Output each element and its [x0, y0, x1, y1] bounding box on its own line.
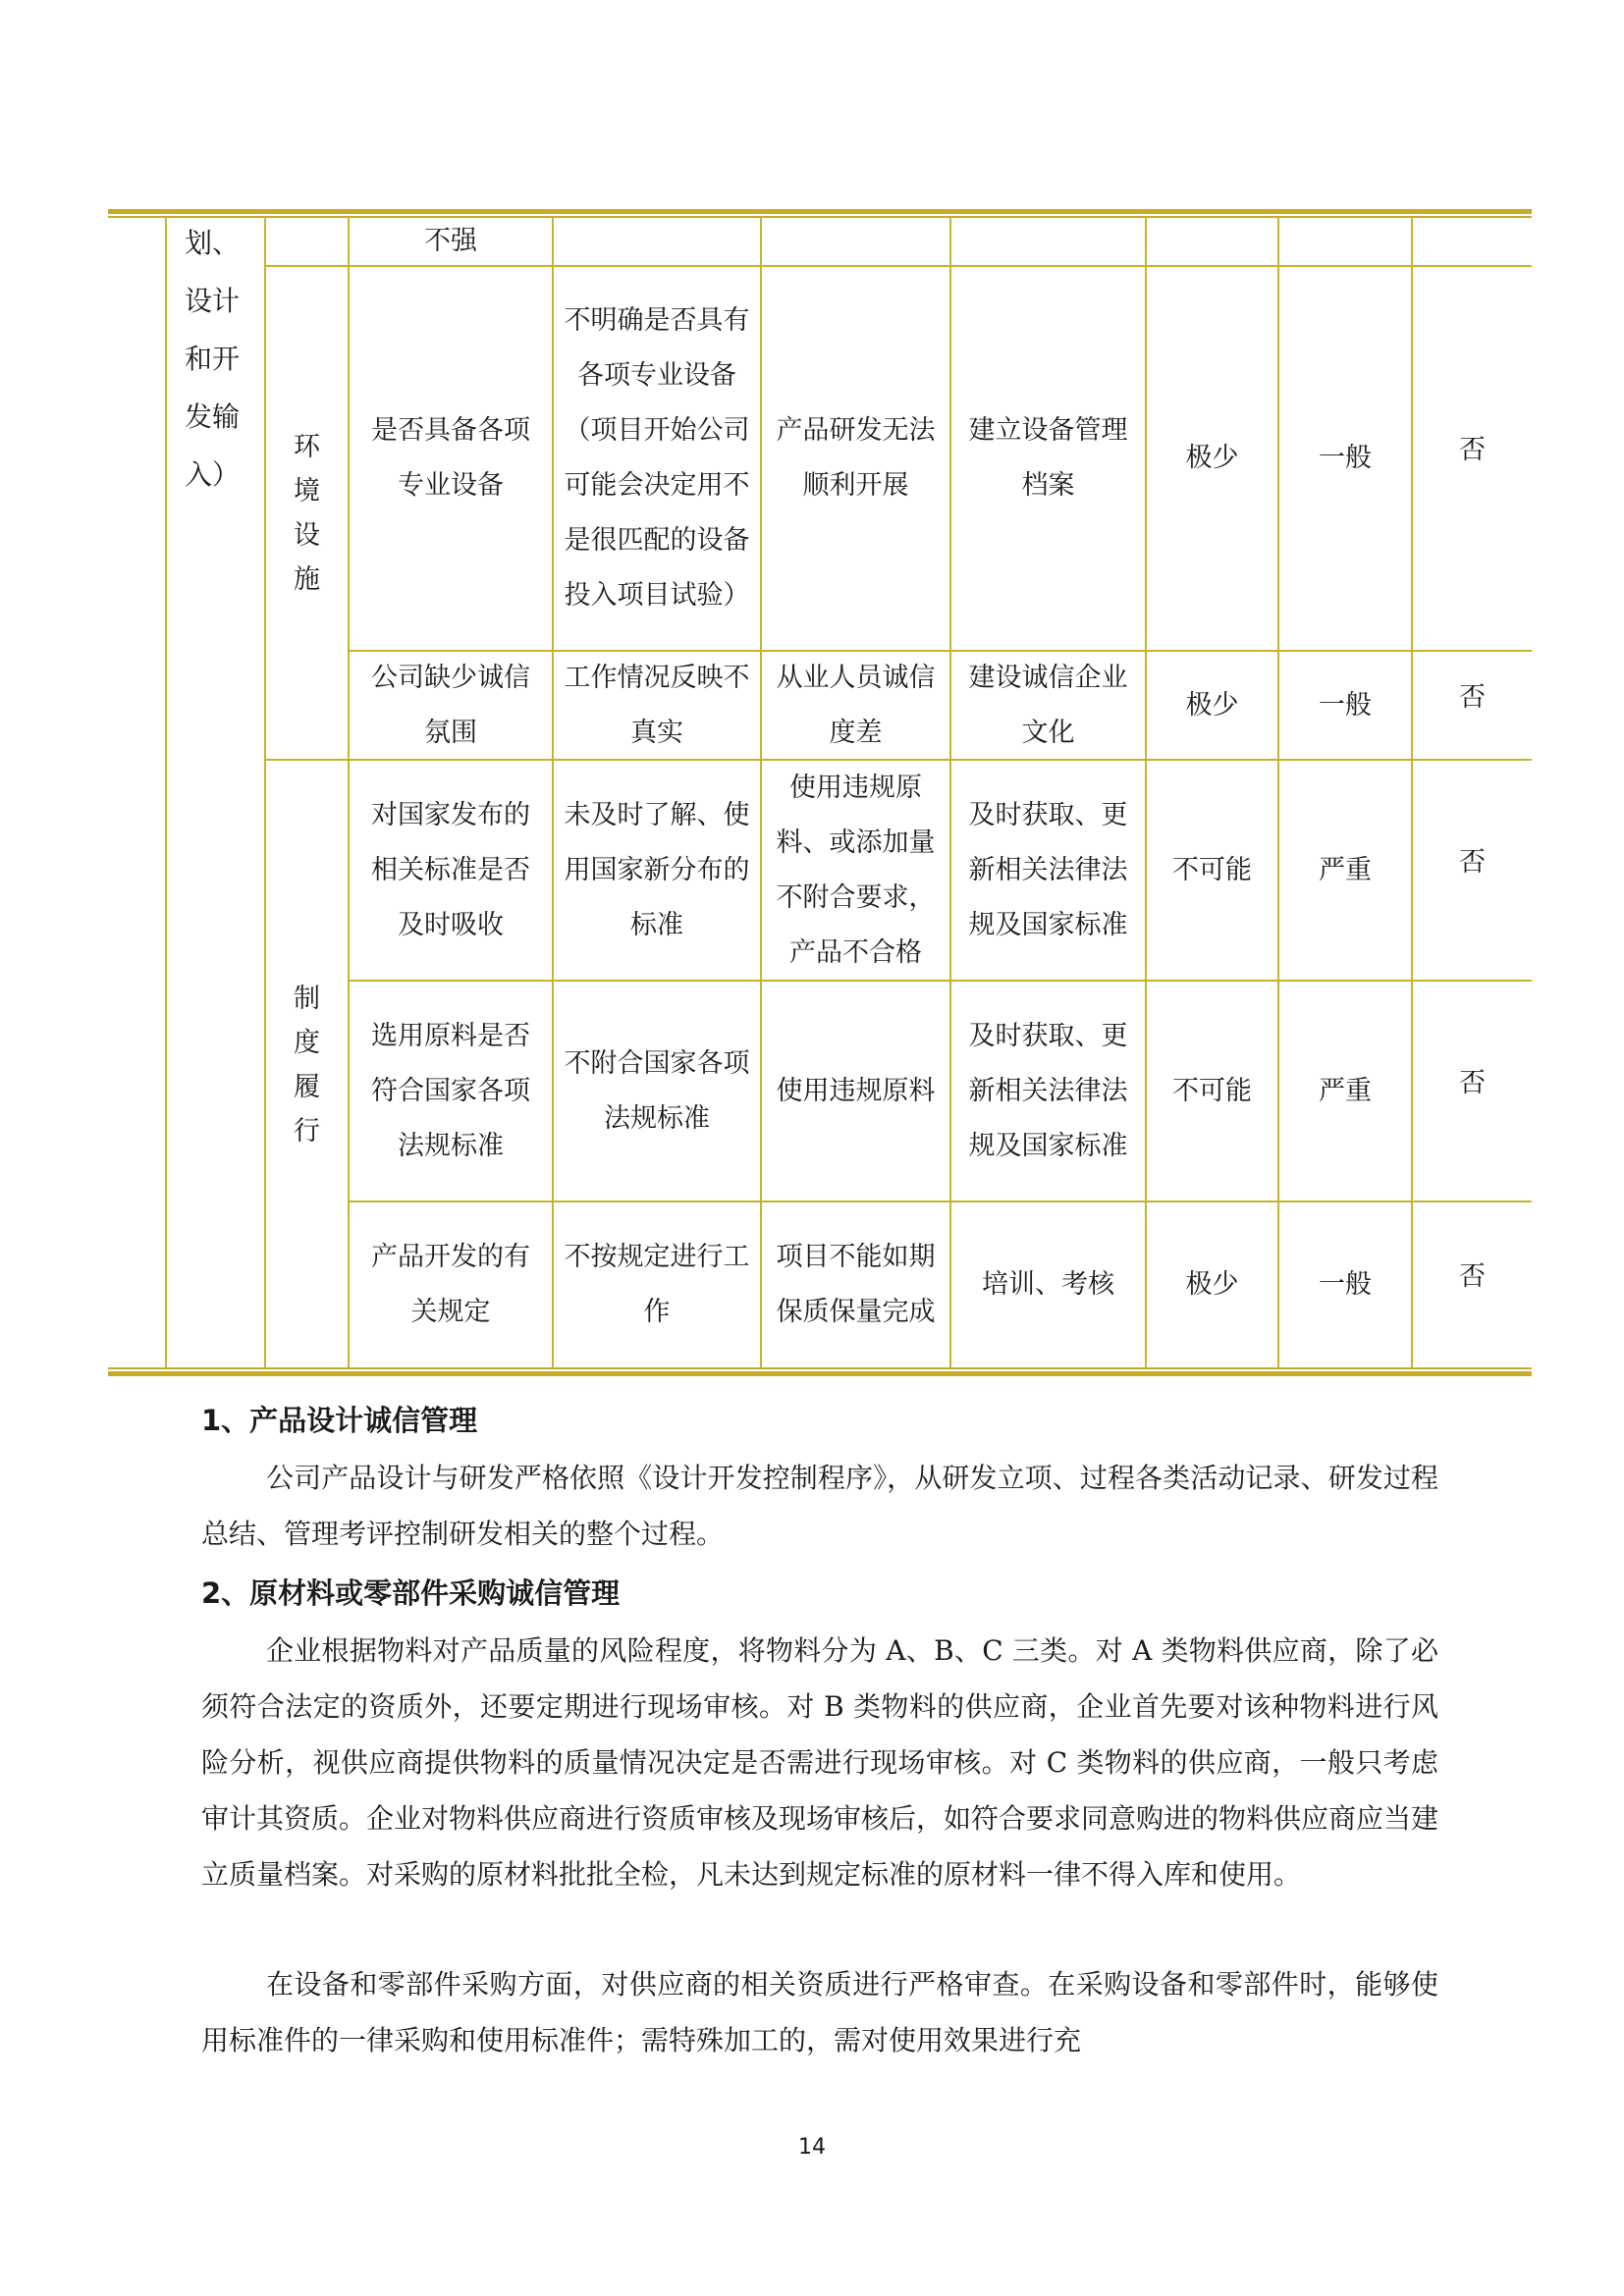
cell-text: 使用违规原料、或添加量不附合要求，产品不合格: [776, 772, 936, 968]
table-cell: [350, 1202, 552, 1367]
cell-text: 一般: [1319, 443, 1372, 473]
cell-text: 项目不能如期保质保量完成: [776, 1242, 936, 1327]
cell-text: 不可能: [1172, 1075, 1252, 1106]
table-cell: [762, 652, 949, 759]
table-cell: [554, 267, 760, 650]
table-cell: [951, 982, 1145, 1201]
table-cell: [1147, 652, 1277, 759]
cell-text: 否: [1459, 1067, 1486, 1098]
cell-text: 严重: [1319, 1075, 1372, 1106]
table-top-thick-rule: [108, 209, 1532, 214]
paragraph: 企业根据物料对产品质量的风险程度，将物料分为 A、B、C 三类。对 A 类物料供应商，除了必须符合法定的资质外，还要定期进行现场审核。对 B 类物料的供应商，企业首先要对该种物料进行风险分析，视供应商提供物料的质量情况决定是否需进行现场审核。对 C 类物料的供应商，一般只考虑审计其资质。企业对物料供应商进行资质审核及现场审核后，如符合要求同意购进的物料供应商应当建立质量档案。对采购的原材料批批全检，凡未达到规定标准的原材料一律不得入库和使用。: [201, 1634, 1439, 1891]
cell-text: 培训、考核: [982, 1269, 1114, 1300]
table-cell: [951, 1202, 1145, 1367]
table-cell: [951, 267, 1145, 650]
table-cell: [350, 761, 552, 980]
paragraph: 在设备和零部件采购方面，对供应商的相关资质进行严格审查。在采购设备和零部件时，能够使用标准件的一律采购和使用标准件；需特殊加工的，需对使用效果进行充: [201, 1968, 1438, 2056]
table-top-thin-rule: [108, 216, 1532, 218]
table-cell: [951, 652, 1145, 759]
table-cell: [1147, 267, 1277, 650]
cell-text: 严重: [1319, 854, 1372, 885]
cell-text: 从业人员诚信度差: [776, 662, 936, 748]
table-cell: [1147, 761, 1277, 980]
cell-text: 使用违规原料: [776, 1075, 936, 1106]
cell-text: 不附合国家各项法规标准: [564, 1047, 750, 1134]
table-cell: [762, 267, 949, 650]
category-label: 划、设计和开发输入）: [185, 227, 241, 491]
table-cell: [1279, 982, 1411, 1201]
cell-text: 建立设备管理档案: [968, 415, 1128, 501]
cell-text: 公司缺少诚信氛围: [371, 662, 530, 748]
cell-text: 不明确是否具有各项专业设备（项目开始公司可能会决定用不是很匹配的设备投入项目试验）: [564, 305, 750, 611]
table-cell: [1147, 1202, 1277, 1367]
paragraph: 公司产品设计与研发严格依照《设计开发控制程序》，从研发立项、过程各类活动记录、研发过程总结、管理考评控制研发相关的整个过程。: [201, 1462, 1438, 1550]
page-number: 14: [798, 2135, 826, 2160]
cell-text: 极少: [1185, 443, 1239, 473]
table-cell: [1147, 982, 1277, 1201]
table-cell: [1279, 267, 1411, 650]
section-heading: 1、产品设计诚信管理: [201, 1404, 478, 1437]
table-cell: [350, 267, 552, 650]
table-cell: [1279, 1202, 1411, 1367]
table-cell: [1413, 761, 1532, 980]
cell-text: 极少: [1185, 689, 1239, 721]
cell-text: 选用原料是否符合国家各项法规标准: [371, 1020, 530, 1161]
cell-text: 否: [1459, 1261, 1486, 1292]
table-cell: [1413, 1202, 1532, 1367]
group-label-env: 环境设施: [294, 431, 320, 595]
cell-text: 否: [1459, 846, 1486, 878]
table-cell: [554, 982, 760, 1201]
table-cell: [554, 1202, 760, 1367]
cell-text: 极少: [1185, 1269, 1239, 1300]
table-cell: [350, 652, 552, 759]
table-category-cell: [185, 214, 242, 504]
table-cell: [951, 761, 1145, 980]
table-bottom-thick-rule: [108, 1371, 1532, 1376]
section-heading: 2、原材料或零部件采购诚信管理: [201, 1576, 621, 1610]
table-cell: [1279, 652, 1411, 759]
cell-text: 否: [1459, 435, 1486, 465]
table-cell: [762, 982, 949, 1201]
cell-text: 及时获取、更新相关法律法规及国家标准: [968, 1020, 1128, 1161]
table-vline: [165, 217, 167, 1368]
cell-text: 工作情况反映不真实: [564, 662, 750, 748]
cell-text: 一般: [1319, 689, 1372, 721]
table-cell: [762, 1202, 949, 1367]
table-cell: [1413, 982, 1532, 1201]
table-cell: 不强: [424, 226, 477, 256]
table-cell: [1279, 761, 1411, 980]
cell-text: 是否具备各项专业设备: [371, 415, 530, 501]
cell-text: 及时获取、更新相关法律法规及国家标准: [968, 799, 1128, 940]
cell-text: 一般: [1319, 1269, 1372, 1300]
group-label-sys: 制度履行: [294, 983, 320, 1147]
cell-text: 未及时了解、使用国家新分布的标准: [564, 799, 750, 940]
cell-text: 建设诚信企业文化: [968, 662, 1128, 748]
cell-text: 不按规定进行工作: [564, 1242, 750, 1327]
table-cell: [1413, 652, 1532, 759]
cell-text: 产品开发的有关规定: [371, 1242, 530, 1327]
table-cell: [762, 761, 949, 980]
cell-text: 对国家发布的相关标准是否及时吸收: [371, 799, 530, 940]
cell-text: 产品研发无法顺利开展: [776, 415, 936, 501]
table-cell: [1413, 267, 1532, 650]
table-cell: [350, 982, 552, 1201]
cell-text: 否: [1459, 681, 1486, 713]
table-cell: [554, 652, 760, 759]
cell-text: 不可能: [1172, 854, 1252, 885]
table-cell: [554, 761, 760, 980]
